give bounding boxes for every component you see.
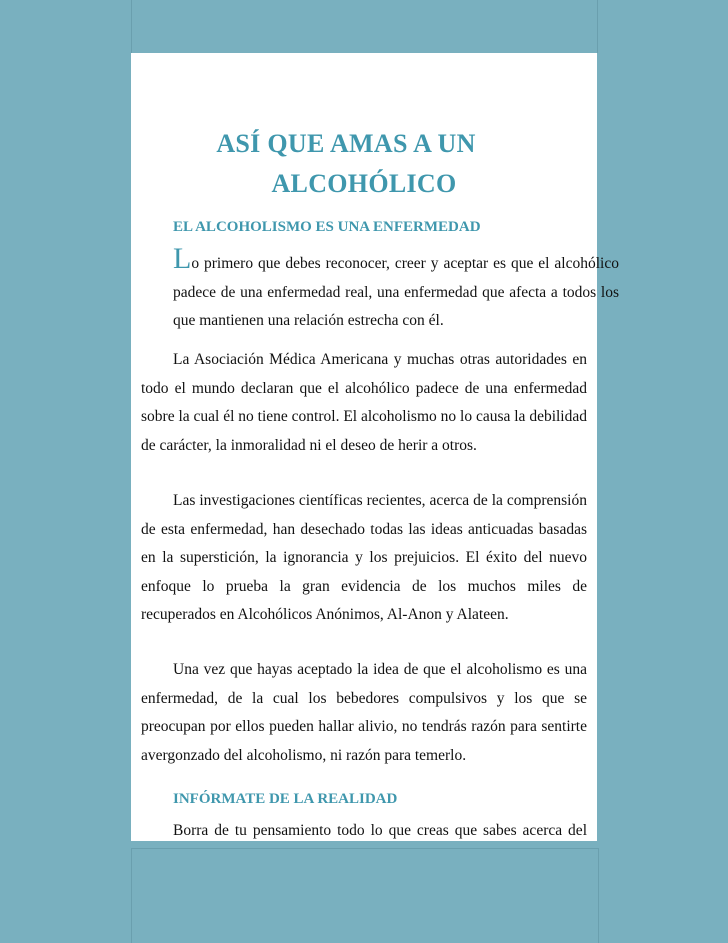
drop-cap: L xyxy=(173,242,192,275)
paragraph-1 xyxy=(141,242,619,336)
next-page-edge xyxy=(131,848,599,943)
document-page xyxy=(131,53,619,841)
section-heading-enfermedad: EL ALCOHOLISMO ES UNA ENFERMEDAD xyxy=(173,219,481,235)
document-title-line1: ASÍ QUE AMAS A UN xyxy=(216,129,476,158)
section-heading-realidad: INFÓRMATE DE LA REALIDAD xyxy=(173,791,398,807)
paragraph-2 xyxy=(141,346,587,460)
paragraph-1-text: o primero que debes reconocer, creer y aceptar es que el alcohólico padece de una enfermedad real, una enfermedad que afecta a todos los que mantienen una relación estrecha con él. xyxy=(173,255,619,329)
paragraph-3-text: Las investigaciones científicas recientes, acerca de la comprensión de esta enfermedad, han desechado todas las ideas anticuadas basadas en la superstición, la ignorancia y los prejuicios. El éxito del nuevo enfoque lo prueba la gran evidencia de los muchos miles de recuperados en Alcohólicos Anónimos, Al-Anon y Alateen. xyxy=(141,492,587,623)
page-edge-right xyxy=(597,0,598,53)
page-edge-left xyxy=(131,0,132,53)
document-title-line2: ALCOHÓLICO xyxy=(271,169,457,198)
paragraph-4 xyxy=(141,656,587,770)
paragraph-3 xyxy=(141,487,587,630)
paragraph-2-text: La Asociación Médica Americana y muchas otras autoridades en todo el mundo declaran que el alcohólico padece de una enfermedad sobre la cual él no tiene control. El alcoholismo no lo causa la debilidad de carácter, la inmoralidad ni el deseo de herir a otros. xyxy=(141,351,587,454)
paragraph-5-text: Borra de tu pensamiento todo lo que creas que sabes acerca del xyxy=(173,822,587,839)
paragraph-4-text: Una vez que hayas aceptado la idea de que el alcoholismo es una enfermedad, de la cual los bebedores compulsivos y los que se preocupan por ellos pueden hallar alivio, no tendrás razón para sentirte avergonzado del alcoholismo, ni razón para temerlo. xyxy=(141,661,587,764)
